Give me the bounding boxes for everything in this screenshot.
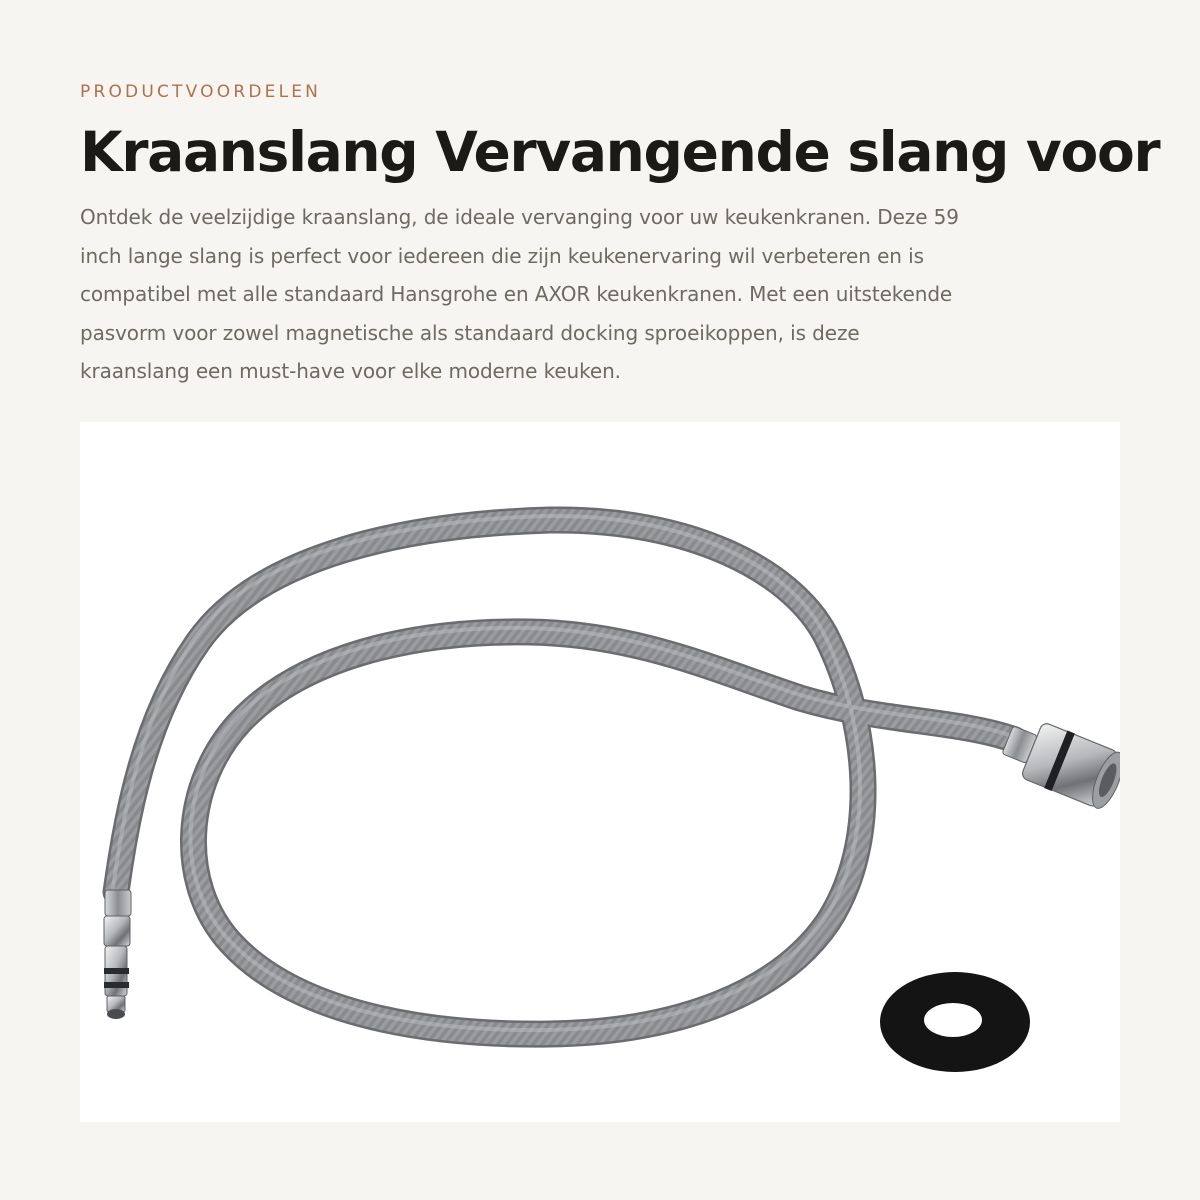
product-image-panel (80, 422, 1120, 1122)
description-line: compatibel met alle standaard Hansgrohe en AXOR keukenkranen. Met een uitstekende (80, 282, 953, 306)
page-title: Kraanslang Vervangende slang voor (80, 120, 1160, 184)
rubber-washer (880, 972, 1030, 1072)
description-line: Ontdek de veelzijdige kraanslang, de ideale vervanging voor uw keukenkranen. Deze 59 (80, 205, 959, 229)
description-line: kraanslang een must-have voor elke moderne keuken. (80, 359, 621, 383)
product-description (80, 198, 1120, 391)
description-line: pasvorm voor zowel magnetische als standaard docking sproeikoppen, is deze (80, 320, 860, 345)
hose-threaded-nut (996, 711, 1120, 813)
description-line: inch lange slang is perfect voor iedereen die zijn keukenervaring wil verbeteren en is (80, 243, 924, 268)
faucet-hose-with-washer-icon (80, 422, 1120, 1122)
hose-quick-connector (104, 890, 131, 1019)
braided-hose (113, 516, 1015, 1034)
section-eyebrow: PRODUCTVOORDELEN (80, 82, 322, 102)
